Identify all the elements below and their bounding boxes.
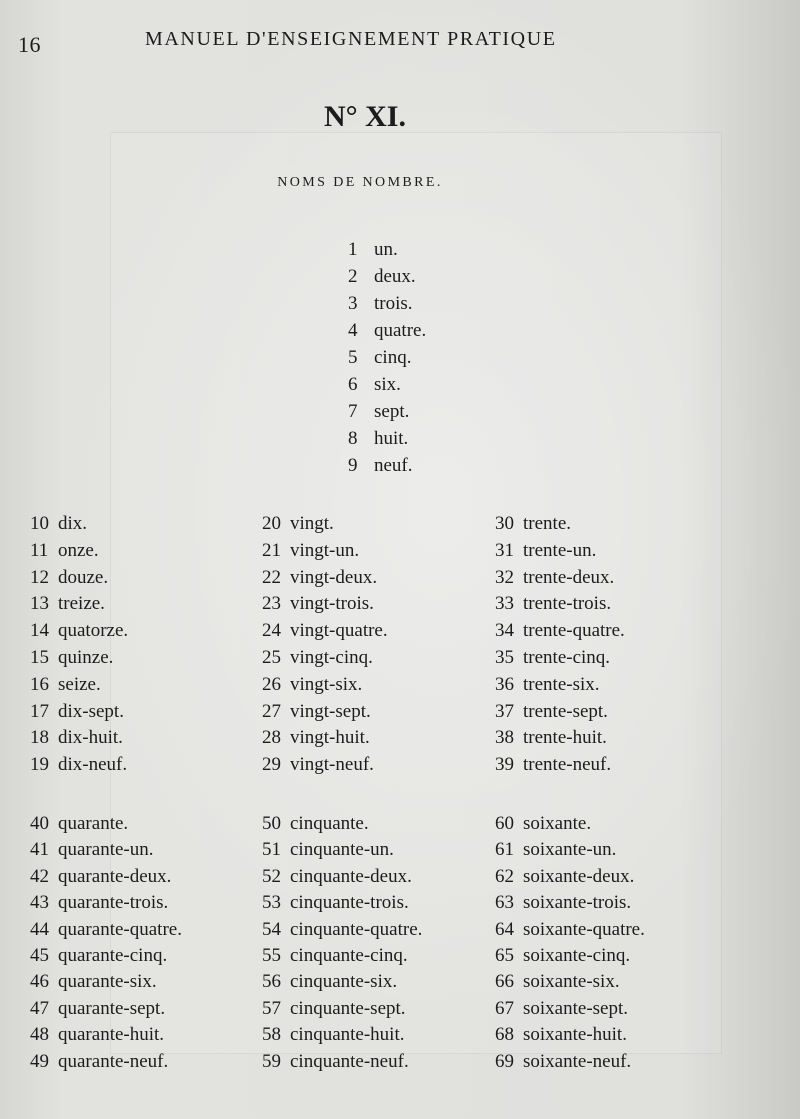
numeral: 50	[262, 813, 281, 834]
number-word: vingt-deux.	[290, 566, 378, 588]
number-word: quarante-cinq.	[58, 945, 168, 966]
number-word: trente-six.	[523, 673, 600, 695]
number-entry	[495, 673, 600, 697]
numeral: 24	[262, 620, 281, 642]
number-entry	[262, 918, 422, 942]
number-entry	[262, 566, 377, 590]
number-word: quarante-trois.	[58, 892, 169, 914]
number-word: cinquante.	[290, 813, 369, 834]
number-word: trente-neuf.	[523, 754, 612, 776]
number-entry	[262, 865, 412, 889]
number-entry	[495, 970, 620, 994]
numeral: 12	[30, 566, 49, 588]
numeral: 52	[262, 865, 281, 887]
number-entry	[348, 346, 411, 370]
numeral: 6	[348, 374, 358, 395]
number-word: quarante-neuf.	[58, 1050, 169, 1072]
number-entry	[30, 891, 168, 915]
number-entry	[495, 646, 610, 670]
number-entry	[348, 427, 408, 451]
numeral: 59	[262, 1050, 281, 1072]
number-entry	[495, 592, 611, 616]
number-entry	[495, 812, 591, 836]
number-entry	[30, 726, 123, 750]
number-word: soixante-cinq.	[523, 945, 631, 966]
numeral: 67	[495, 997, 514, 1019]
number-word: deux.	[374, 266, 416, 287]
number-word: vingt-huit.	[290, 727, 370, 749]
numeral: 15	[30, 647, 49, 668]
number-word: vingt-un.	[290, 539, 360, 561]
number-word: soixante-trois.	[523, 892, 632, 914]
numeral: 68	[495, 1024, 514, 1046]
numeral: 62	[495, 865, 514, 887]
number-word: trois.	[374, 293, 413, 314]
number-entry	[495, 1023, 627, 1047]
number-entry	[262, 1050, 409, 1074]
number-word: soixante.	[523, 813, 592, 834]
number-entry	[30, 1050, 168, 1074]
numeral: 19	[30, 754, 49, 776]
number-word: trente-cinq.	[523, 647, 611, 668]
number-word: cinquante-un.	[290, 839, 394, 861]
number-entry	[495, 918, 645, 942]
numeral: 13	[30, 593, 49, 615]
numeral: 44	[30, 918, 49, 940]
numeral: 41	[30, 839, 49, 861]
number-word: quatorze.	[58, 620, 129, 642]
numeral: 58	[262, 1024, 281, 1046]
numeral: 46	[30, 971, 49, 993]
number-entry	[30, 970, 157, 994]
numeral: 39	[495, 754, 514, 776]
numeral: 69	[495, 1050, 514, 1072]
number-word: trente-quatre.	[523, 620, 625, 642]
numeral: 28	[262, 727, 281, 749]
number-entry	[495, 1050, 631, 1074]
number-word: dix.	[58, 513, 88, 534]
number-word: quarante-sept.	[58, 997, 166, 1019]
numeral: 56	[262, 971, 281, 993]
numeral: 3	[348, 293, 358, 314]
number-entry	[262, 539, 359, 563]
number-entry	[30, 1023, 164, 1047]
number-entry	[262, 512, 334, 536]
number-entry	[262, 646, 373, 670]
number-word: trente.	[523, 513, 572, 534]
numeral: 25	[262, 647, 281, 668]
number-word: six.	[374, 374, 401, 395]
number-word: quarante.	[58, 813, 129, 834]
numeral: 49	[30, 1050, 49, 1072]
number-word: trente-un.	[523, 539, 597, 561]
numeral: 54	[262, 918, 281, 940]
number-word: quarante-deux.	[58, 865, 172, 887]
number-word: trente-deux.	[523, 566, 615, 588]
numeral: 66	[495, 971, 514, 993]
numeral: 55	[262, 945, 281, 966]
number-word: soixante-sept.	[523, 997, 629, 1019]
number-entry	[262, 812, 369, 836]
number-entry	[30, 812, 128, 836]
number-word: vingt-trois.	[290, 593, 374, 615]
number-entry	[30, 646, 113, 670]
numeral: 53	[262, 892, 281, 914]
number-entry	[495, 619, 625, 643]
number-entry	[495, 539, 596, 563]
number-entry	[348, 238, 398, 262]
bleed-through-area	[110, 132, 722, 1054]
number-word: soixante-six.	[523, 971, 620, 993]
numeral: 65	[495, 945, 514, 966]
number-word: quarante-quatre.	[58, 918, 182, 940]
numeral: 36	[495, 673, 514, 695]
numeral: 38	[495, 727, 514, 749]
numeral: 9	[348, 455, 358, 476]
numeral: 26	[262, 673, 281, 695]
number-entry	[30, 865, 171, 889]
number-word: cinquante-cinq.	[290, 945, 408, 966]
number-word: soixante-un.	[523, 839, 617, 861]
number-entry	[348, 454, 413, 478]
number-word: quarante-un.	[58, 839, 154, 861]
number-entry	[348, 400, 409, 424]
numeral: 45	[30, 945, 49, 966]
number-word: cinquante-quatre.	[290, 918, 423, 940]
number-entry	[30, 539, 99, 563]
number-entry	[30, 753, 127, 777]
number-word: soixante-quatre.	[523, 918, 645, 940]
number-entry	[262, 753, 374, 777]
number-entry	[262, 838, 394, 862]
number-entry	[348, 265, 416, 289]
number-word: cinq.	[374, 347, 412, 368]
number-word: trente-huit.	[523, 727, 607, 749]
numeral: 23	[262, 593, 281, 615]
numeral: 14	[30, 620, 49, 642]
number-word: cinquante-six.	[290, 971, 398, 993]
number-word: dix-sept.	[58, 700, 124, 722]
number-entry	[348, 373, 401, 397]
numeral: 61	[495, 839, 514, 861]
numeral: 18	[30, 727, 49, 749]
number-entry	[495, 700, 608, 724]
number-word: treize.	[58, 593, 105, 615]
numeral: 4	[348, 320, 358, 341]
number-word: cinquante-sept.	[290, 997, 406, 1019]
number-entry	[495, 944, 630, 968]
number-word: douze.	[58, 566, 109, 588]
numeral: 63	[495, 892, 514, 914]
number-entry	[262, 944, 408, 968]
numeral: 32	[495, 566, 514, 588]
number-word: quinze.	[58, 647, 114, 668]
number-entry	[262, 1023, 405, 1047]
number-entry	[262, 700, 371, 724]
number-entry	[262, 673, 362, 697]
number-word: vingt-quatre.	[290, 620, 388, 642]
numeral: 48	[30, 1024, 49, 1046]
section-title: NOMS DE NOMBRE.	[277, 175, 443, 190]
number-entry	[495, 997, 628, 1021]
number-word: trente-sept.	[523, 700, 608, 722]
number-entry	[30, 592, 105, 616]
numeral: 10	[30, 513, 49, 534]
numeral: 43	[30, 892, 49, 914]
page-number: 16	[18, 32, 41, 57]
number-entry	[348, 292, 413, 316]
number-word: cinquante-huit.	[290, 1024, 405, 1046]
number-word: neuf.	[374, 455, 413, 476]
number-entry	[262, 619, 388, 643]
number-entry	[30, 619, 128, 643]
numeral: 29	[262, 754, 281, 776]
numeral: 2	[348, 266, 358, 287]
numeral: 42	[30, 865, 49, 887]
number-word: quarante-huit.	[58, 1024, 165, 1046]
number-entry	[30, 673, 101, 697]
numeral: 34	[495, 620, 514, 642]
number-word: vingt-sept.	[290, 700, 371, 722]
number-word: quatre.	[374, 320, 427, 341]
number-word: dix-neuf.	[58, 754, 128, 776]
numeral: 33	[495, 593, 514, 615]
number-entry	[30, 997, 165, 1021]
numeral: 7	[348, 401, 358, 422]
numeral: 35	[495, 647, 514, 668]
numeral: 57	[262, 997, 281, 1019]
number-word: vingt-neuf.	[290, 754, 374, 776]
numeral: 27	[262, 700, 281, 722]
number-entry	[30, 918, 182, 942]
numeral: 17	[30, 700, 49, 722]
running-title: MANUEL D'ENSEIGNEMENT PRATIQUE	[145, 28, 557, 50]
numeral: 21	[262, 539, 281, 561]
number-entry	[262, 891, 409, 915]
numeral: 16	[30, 673, 49, 695]
number-entry	[495, 753, 611, 777]
number-word: huit.	[374, 428, 409, 449]
number-entry	[30, 944, 167, 968]
number-entry	[262, 997, 406, 1021]
numeral: 30	[495, 513, 514, 534]
number-entry	[30, 512, 87, 536]
numeral: 37	[495, 700, 514, 722]
numeral: 20	[262, 513, 281, 534]
numeral: 60	[495, 813, 514, 834]
number-entry	[495, 566, 614, 590]
number-word: sept.	[374, 401, 410, 422]
numeral: 22	[262, 566, 281, 588]
number-entry	[495, 512, 571, 536]
number-word: vingt-cinq.	[290, 647, 373, 668]
number-entry	[262, 970, 397, 994]
number-entry	[262, 726, 370, 750]
numeral: 31	[495, 539, 514, 561]
number-word: cinquante-deux.	[290, 865, 412, 887]
number-word: soixante-huit.	[523, 1024, 627, 1046]
number-word: vingt-six.	[290, 673, 363, 695]
number-entry	[495, 865, 634, 889]
number-word: seize.	[58, 673, 101, 695]
numeral: 47	[30, 997, 49, 1019]
numeral: 8	[348, 428, 358, 449]
number-entry	[495, 891, 631, 915]
number-word: trente-trois.	[523, 593, 612, 615]
numeral: 5	[348, 347, 358, 368]
number-entry	[348, 319, 426, 343]
number-word: quarante-six.	[58, 971, 157, 993]
number-word: soixante-deux.	[523, 865, 635, 887]
numeral: 11	[30, 539, 49, 561]
number-entry	[495, 726, 607, 750]
numeral: 1	[348, 239, 358, 260]
number-entry	[495, 838, 616, 862]
numeral: 64	[495, 918, 514, 940]
number-word: soixante-neuf.	[523, 1050, 632, 1072]
number-entry	[30, 566, 108, 590]
section-number: N° XI.	[323, 100, 406, 133]
number-entry	[262, 592, 374, 616]
number-word: dix-huit.	[58, 727, 123, 749]
number-word: cinquante-neuf.	[290, 1050, 409, 1072]
number-word: cinquante-trois.	[290, 892, 409, 914]
number-word: onze.	[58, 539, 99, 561]
number-entry	[30, 700, 124, 724]
number-word: vingt.	[290, 513, 334, 534]
numeral: 51	[262, 839, 281, 861]
number-entry	[30, 838, 153, 862]
numeral: 40	[30, 813, 49, 834]
number-word: un.	[374, 239, 398, 260]
